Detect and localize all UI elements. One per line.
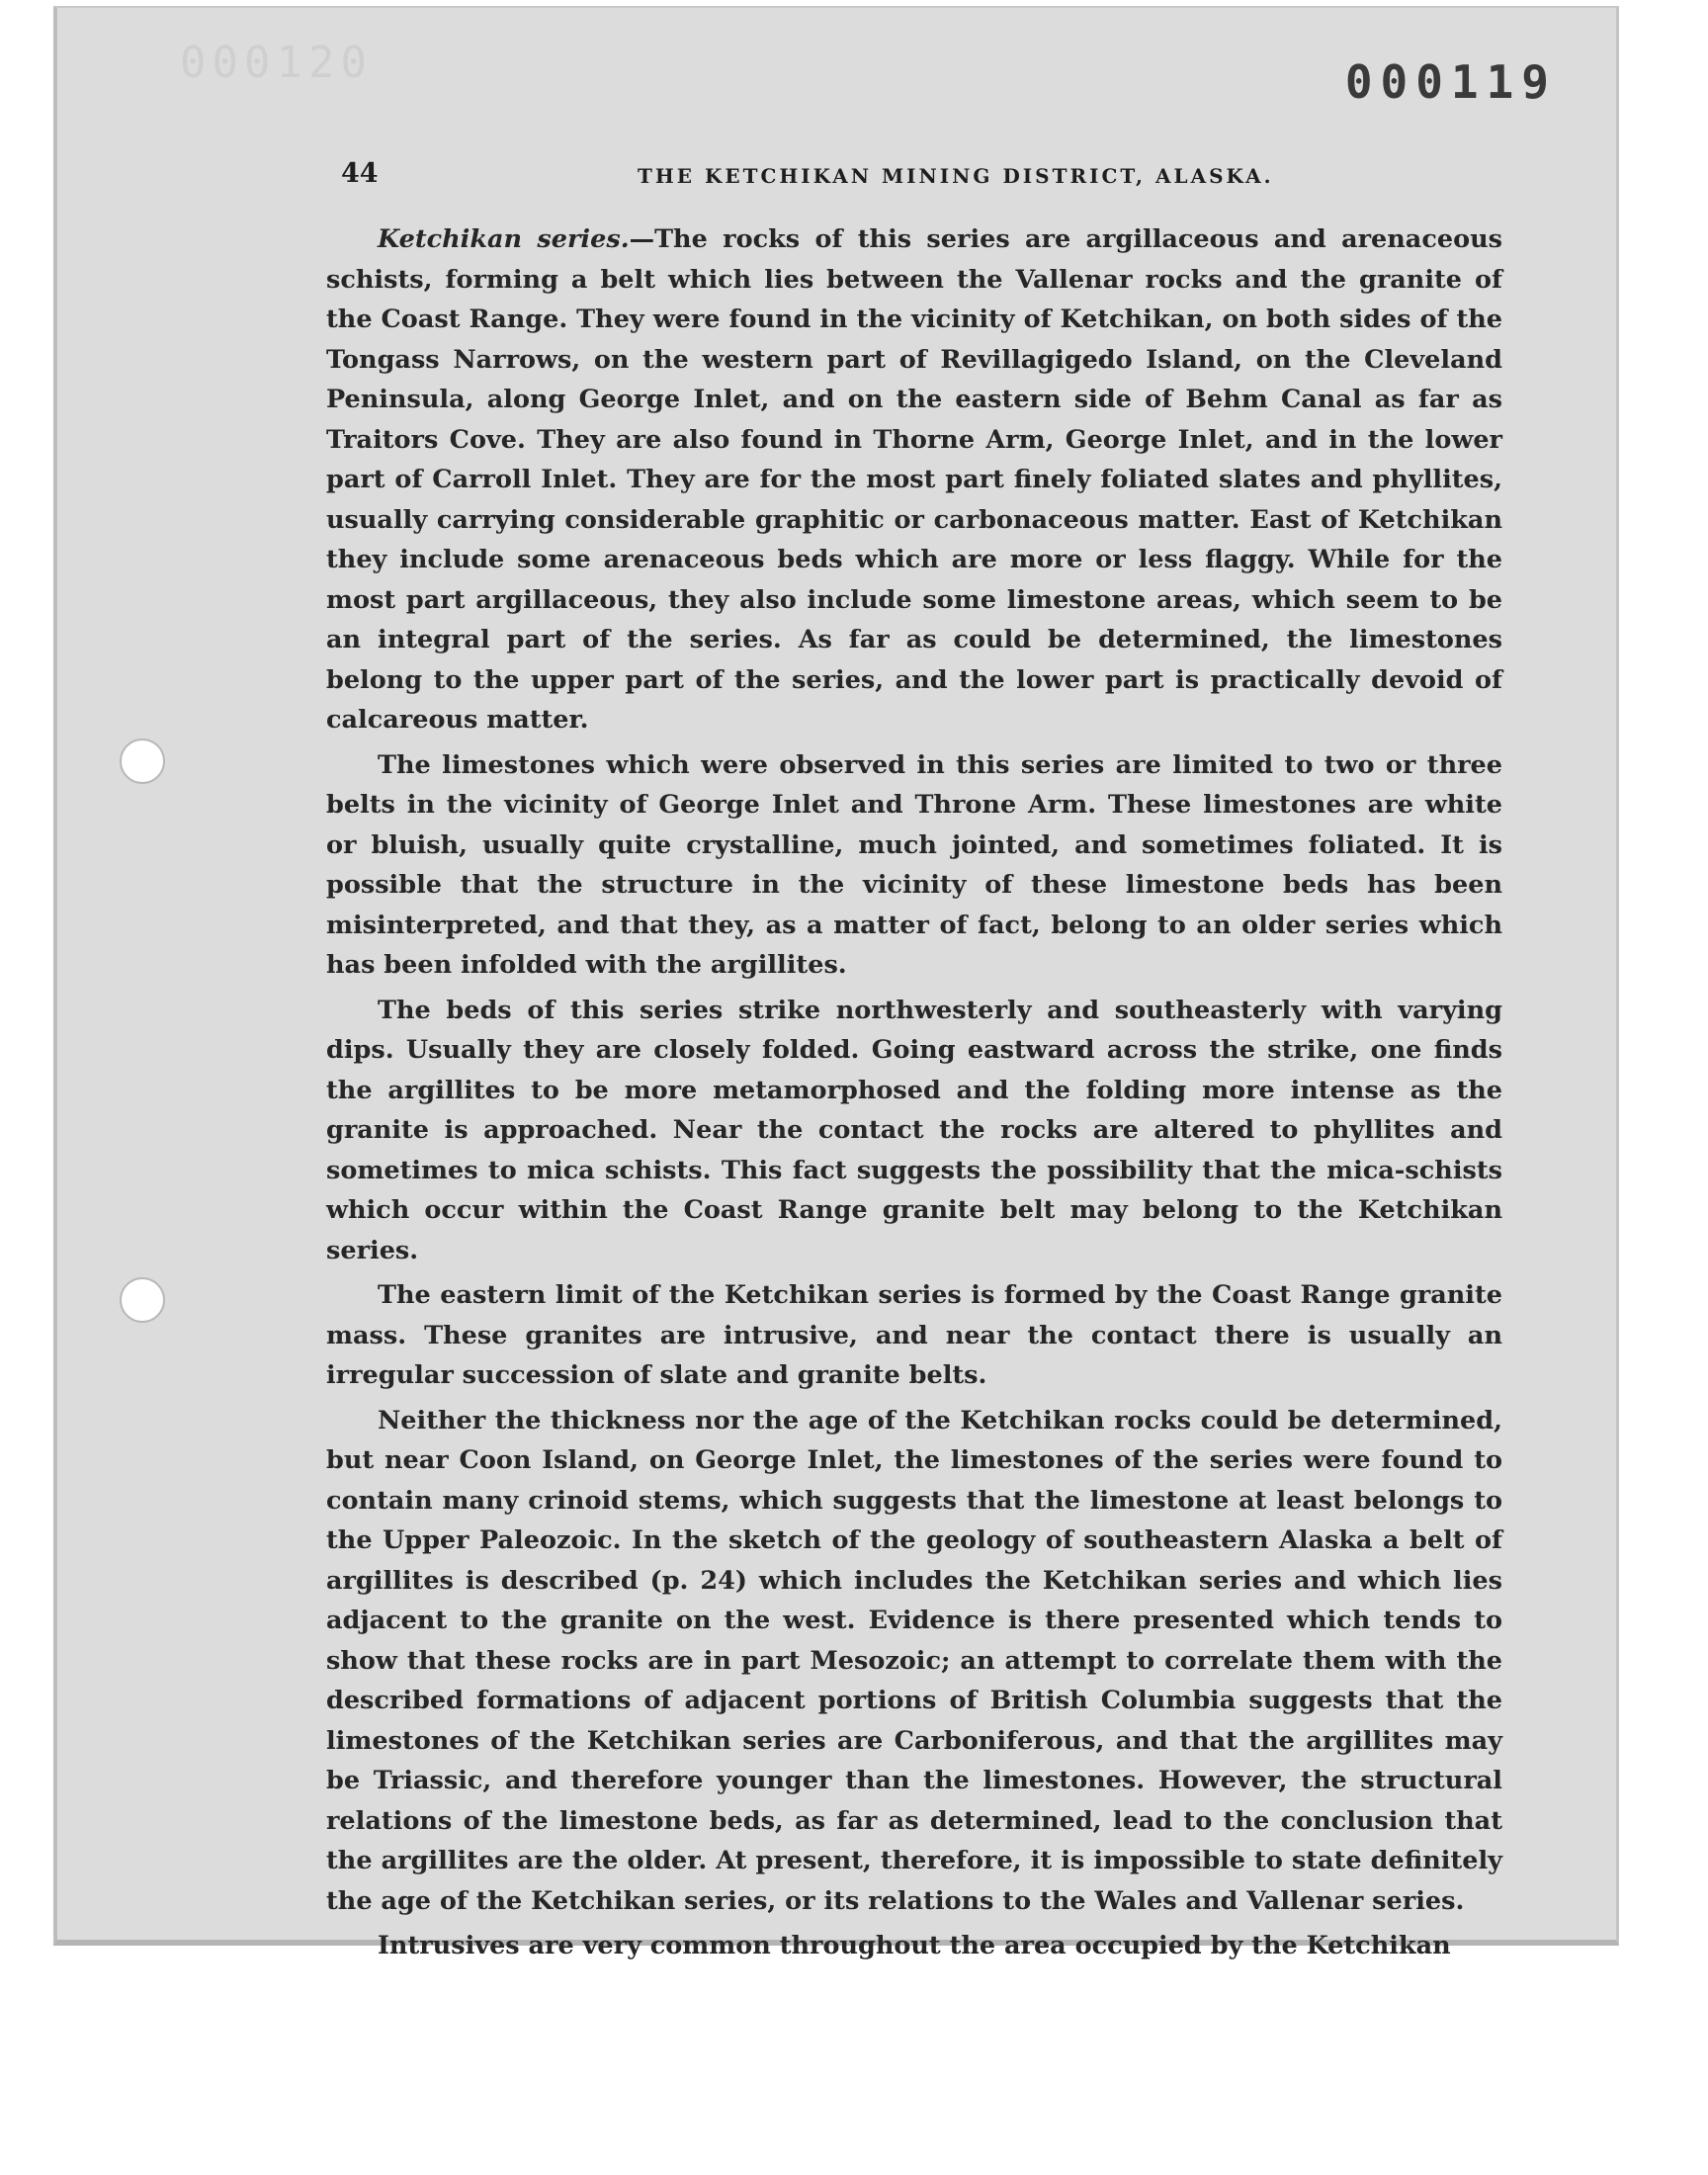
paragraph-limestones: The limestones which were observed in this series are limited to two or three belts in the vicinity of George Inlet and Throne Arm. These limestones are white or bluish, usually quite crystalline, much jointed, and sometimes foliated. It is possible that the structure in the vicinity of these limestone beds has been misinterpreted, and that they, as a matter of fact, belong to an older series which has been infolded with the argillites.	[326, 749, 1502, 980]
faint-stamp-number: 000120	[180, 38, 373, 88]
paragraph-age: Neither the thickness nor the age of the Ketchikan rocks could be determined, but near Coon Island, on George Inlet, the limestones of the series were found to contain many crinoid stems, which suggests that the limestone at least belongs to the Upper Paleozoic. In the sketch of the geology of southeastern Alaska a belt of argillites is described (p. 24) which includes the Ketchikan series and which lies adjacent to the granite on the west. Evidence is there presented which tends to show that these rocks are in part Mesozoic; an attempt to correlate them with the described formations of adjacent portions of British Columbia suggests that the limestones of the Ketchikan series are Carboniferous, and that the argillites may be Triassic, and therefore younger than the limestones. However, the structural relations of the limestone beds, as far as determined, lead to the conclusion that the argillites are the older. At present, therefore, it is impossible to state definitely the age of the Ketchikan series, or its relations to the Wales and Vallenar series.	[326, 1405, 1502, 1916]
paragraph-beds-strike: The beds of this series strike northwesterly and southeasterly with varying dips. Usually they are closely folded. Going eastward across the strike, one finds the argillites to be more metamorphosed and the folding more intense as the granite is approached. Near the contact the rocks are altered to phyllites and sometimes to mica schists. This fact suggests the possibility that the mica-schists which occur within the Coast Range granite belt may belong to the Ketchikan series.	[326, 995, 1502, 1265]
page-header	[341, 158, 1497, 198]
running-head: THE KETCHIKAN MINING DISTRICT, ALASKA.	[638, 164, 1274, 188]
paragraph-intrusives: Intrusives are very common throughout the area occupied by the Ketchikan	[378, 1931, 1451, 1960]
punch-hole-bottom	[120, 1277, 165, 1323]
body-text	[326, 219, 1502, 1966]
paragraph-text: —The rocks of this series are argillaceous and arenaceous schists, forming a belt which lies between the Vallenar rocks and the granite of the Coast Range. They were found in the vicinity of Ketchikan, on both sides of the Tongass Narrows, on the western part of Revillagigedo Island, on the Cleveland Peninsula, along George Inlet, and on the eastern side of Behm Canal as far as Traitors Cove. They are also found in Thorne Arm, George Inlet, and in the lower part of Carroll Inlet. They are for the most part finely foliated slates and phyllites, usually carrying considerable graphitic or carbonaceous matter. East of Ketchikan they include some arenaceous beds which are more or less flaggy. While for the most part argillaceous, they also include some limestone areas, which seem to be an integral part of the series. As far as could be determined, the limestones belong to the upper part of the series, and the lower part is practically devoid of calcareous matter.	[326, 224, 1502, 735]
punch-hole-top	[120, 739, 165, 784]
page-number: 44	[341, 158, 379, 189]
stamp-number: 000119	[1344, 55, 1557, 109]
paragraph-eastern-limit: The eastern limit of the Ketchikan series is formed by the Coast Range granite mass. These granites are intrusive, and near the contact there is usually an irregular succession of slate and granite belts.	[326, 1280, 1502, 1390]
paragraph-ketchikan-series	[326, 219, 1502, 740]
section-lead: Ketchikan series.	[378, 224, 630, 254]
